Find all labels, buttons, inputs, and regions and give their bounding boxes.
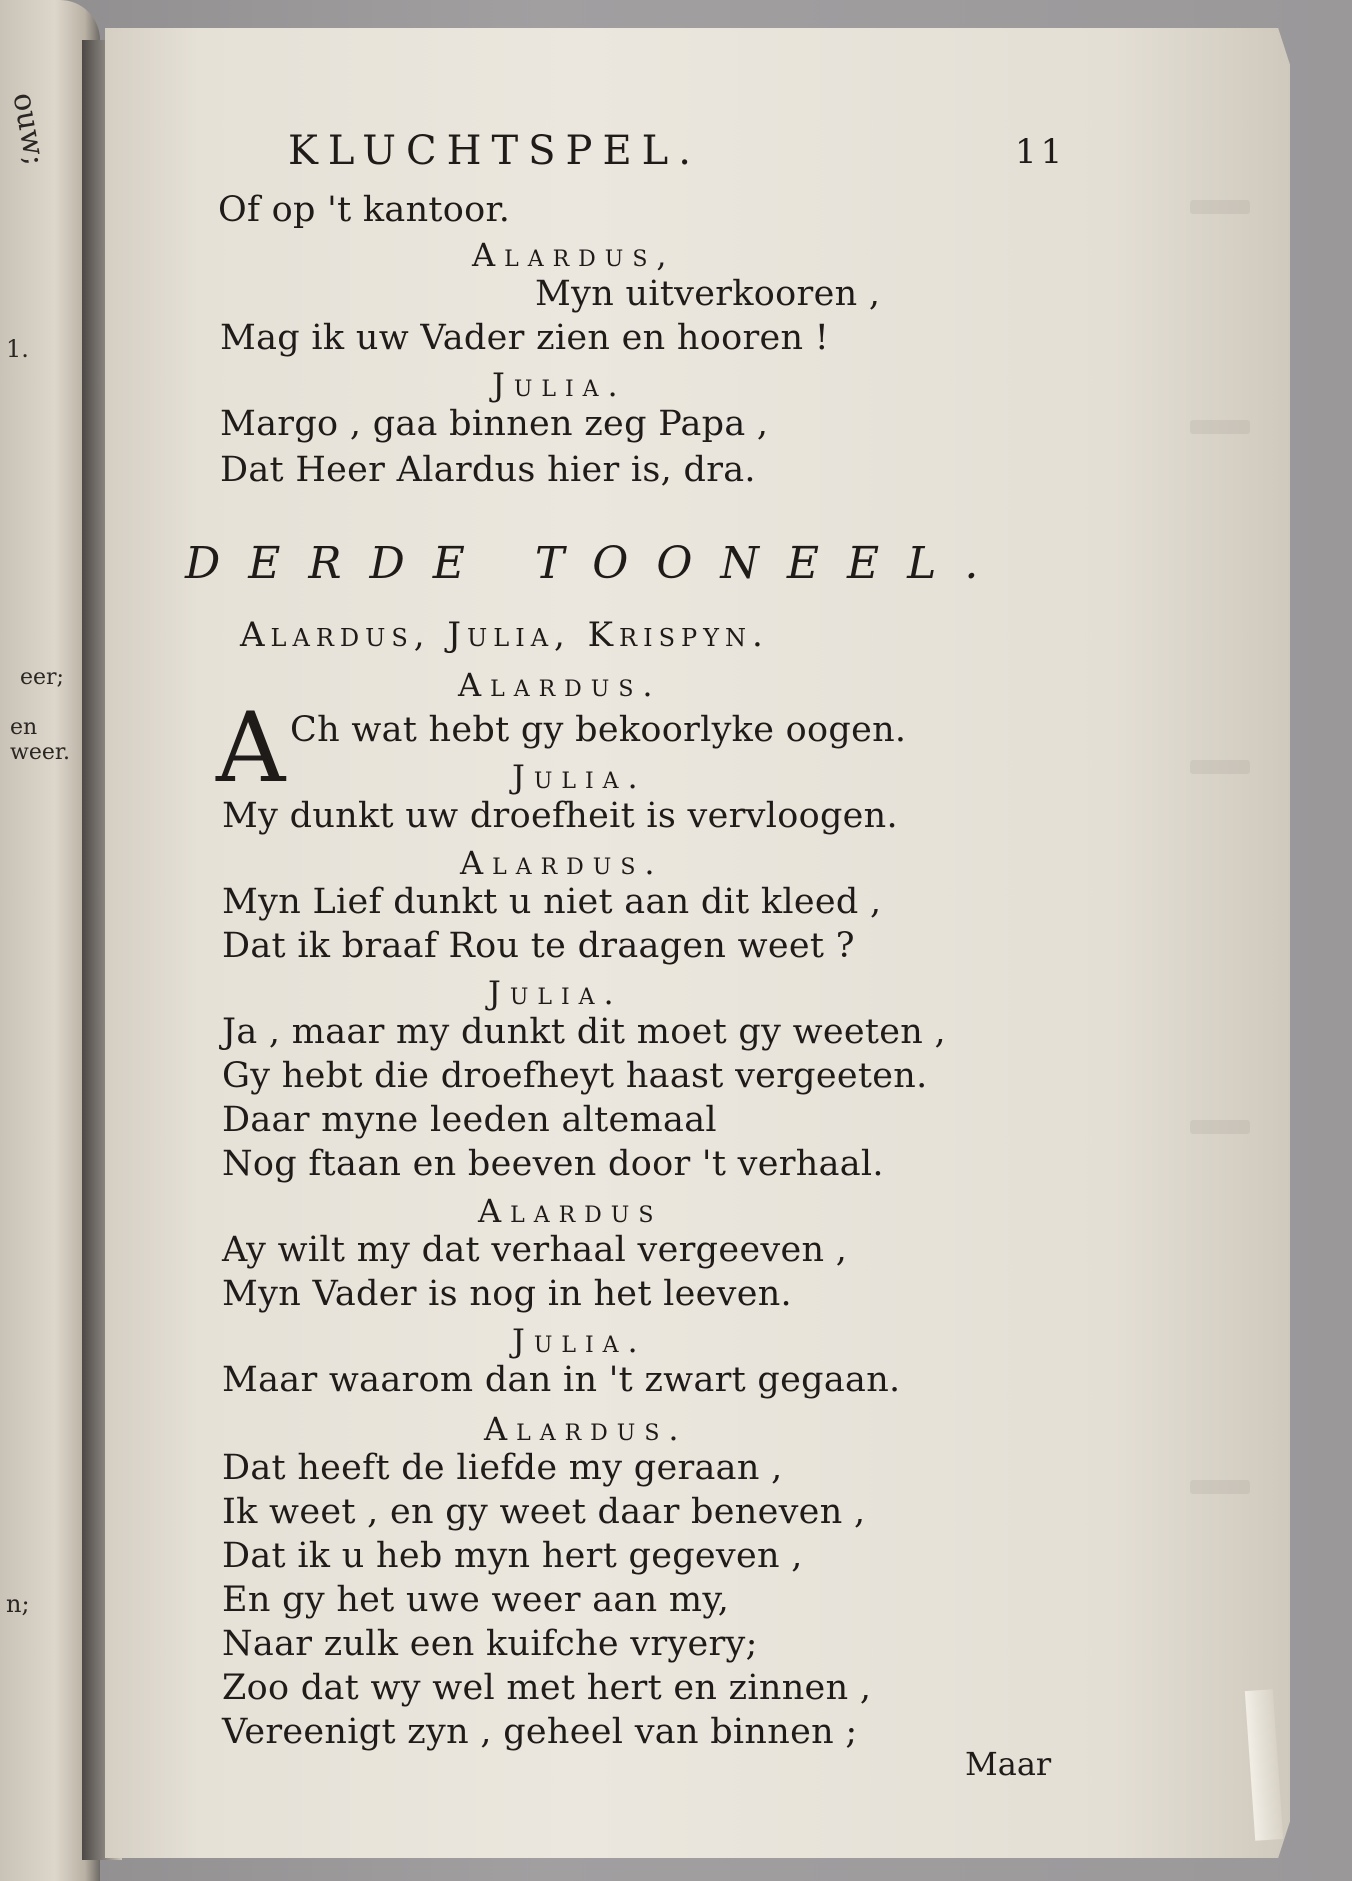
show-through-mark	[1190, 760, 1250, 774]
verse-line: Naar zulk een kuifche vryery;	[222, 1624, 758, 1664]
speaker-name: Alardus.	[484, 1410, 688, 1448]
verse-line: Zoo dat wy wel met hert en zinnen ,	[222, 1668, 872, 1708]
show-through-mark	[1190, 1480, 1250, 1494]
verse-line: Myn Lief dunkt u niet aan dit kleed ,	[222, 882, 882, 922]
page-number: 11	[1015, 132, 1067, 172]
speaker-name: Alardus.	[460, 844, 664, 882]
scene-title: DERDE TOONEEL.	[185, 538, 1007, 589]
verse-line: Myn uitverkooren ,	[535, 274, 881, 314]
verse-line: Vereenigt zyn , geheel van binnen ;	[222, 1712, 858, 1752]
verse-line: Dat Heer Alardus hier is, dra.	[220, 450, 756, 490]
verse-line: Ch wat hebt gy bekoorlyke oogen.	[290, 710, 907, 750]
verse-line: Ik weet , en gy weet daar beneven ,	[222, 1492, 866, 1532]
verse-line: Myn Vader is nog in het leeven.	[222, 1274, 792, 1314]
verse-line: Maar waarom dan in 't zwart gegaan.	[222, 1360, 901, 1400]
verse-line: Of op 't kantoor.	[218, 190, 511, 230]
speaker-name: Julia.	[512, 1322, 647, 1360]
speaker-name: Alardus,	[472, 236, 676, 274]
left-page-fragment: ouw;	[5, 90, 53, 169]
left-page-fragment: n;	[6, 1590, 30, 1618]
show-through-mark	[1190, 200, 1250, 214]
left-page-fragment: en weer.	[10, 715, 70, 765]
verse-line: Ay wilt my dat verhaal vergeeven ,	[222, 1230, 848, 1270]
verse-line: Ja , maar my dunkt dit moet gy weeten ,	[222, 1012, 946, 1052]
verse-line: Daar myne leeden altemaal	[222, 1100, 717, 1140]
show-through-mark	[1190, 1120, 1250, 1134]
verse-line: My dunkt uw droefheit is vervloogen.	[222, 796, 898, 836]
verse-line: Dat ik braaf Rou te draagen weet ?	[222, 926, 855, 966]
speaker-name: Julia.	[492, 366, 627, 404]
left-page-fragment: 1.	[6, 335, 29, 363]
speaker-name: Julia.	[512, 758, 647, 796]
drop-cap: A	[216, 692, 286, 804]
speaker-name: Alardus	[478, 1192, 663, 1230]
verse-line: Margo , gaa binnen zeg Papa ,	[220, 404, 769, 444]
verse-line: Dat heeft de liefde my geraan ,	[222, 1448, 783, 1488]
show-through-mark	[1190, 420, 1250, 434]
running-title: KLUCHTSPEL.	[288, 128, 701, 174]
speaker-name: Julia.	[488, 974, 623, 1012]
speaker-name: Alardus.	[458, 666, 662, 704]
verse-line: Nog ftaan en beeven door 't verhaal.	[222, 1144, 884, 1184]
scene-cast: Alardus, Julia, Krispyn.	[240, 615, 769, 655]
verse-line: En gy het uwe weer aan my,	[222, 1580, 730, 1620]
verse-line: Dat ik u heb myn hert gegeven ,	[222, 1536, 803, 1576]
verse-line: Mag ik uw Vader zien en hooren !	[220, 318, 830, 358]
left-page-fragment: eer;	[20, 665, 64, 690]
catchword: Maar	[965, 1745, 1052, 1783]
verse-line: Gy hebt die droefheyt haast vergeeten.	[222, 1056, 928, 1096]
